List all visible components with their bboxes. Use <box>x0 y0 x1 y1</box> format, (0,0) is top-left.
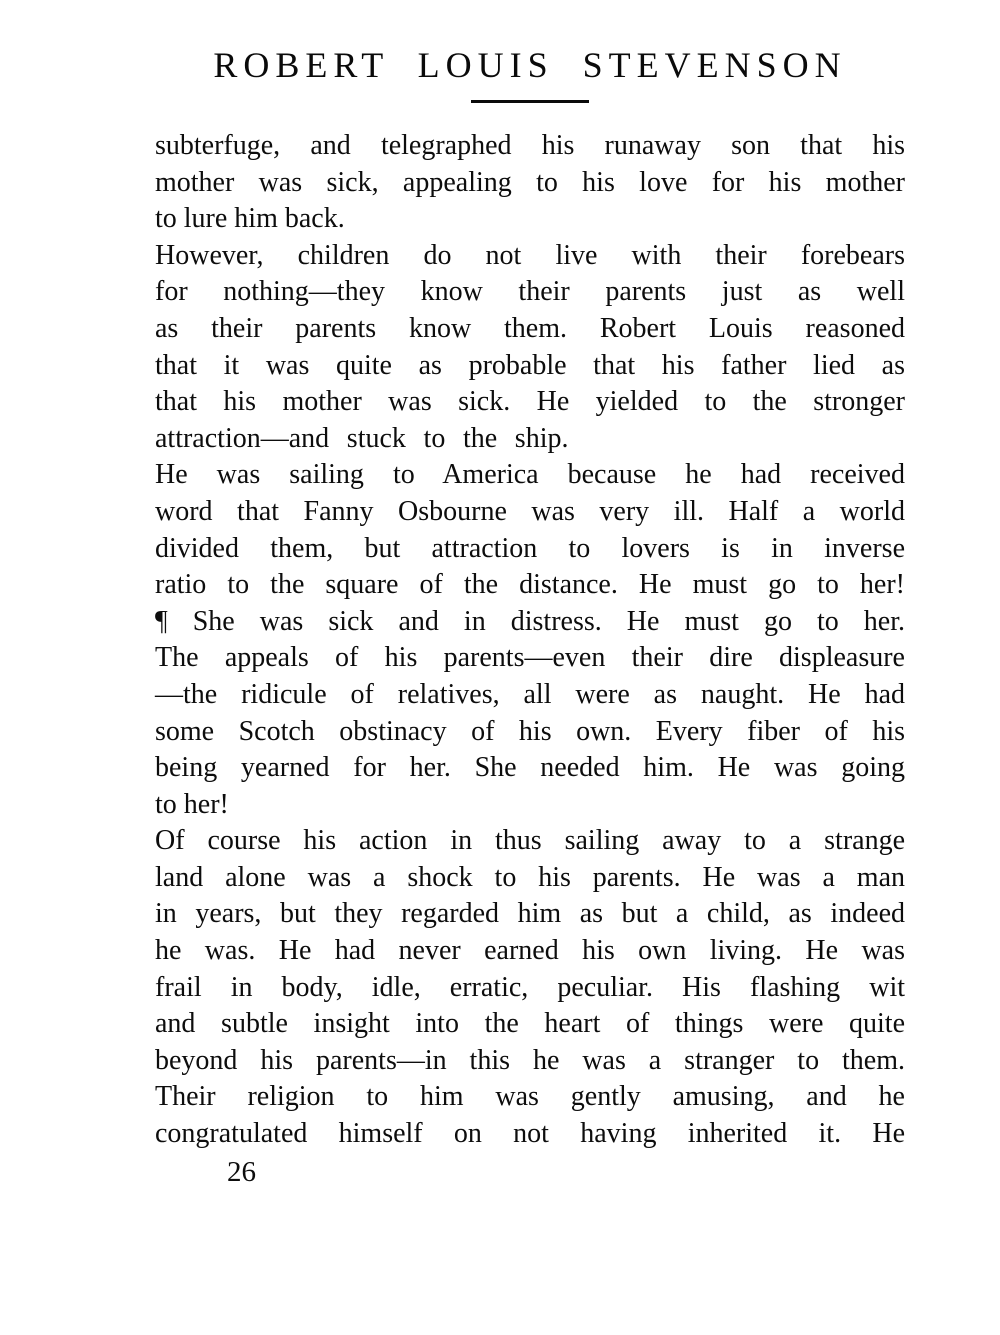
text-line: to lure him back. <box>155 203 345 235</box>
text-line: attraction—and stuck to the ship. <box>155 422 569 454</box>
page-title: ROBERT LOUIS STEVENSON <box>213 45 847 85</box>
text-line: mother was sick, appealing to his love for his mother <box>155 166 905 198</box>
text-line: However, children do not live with their forebears <box>155 239 905 271</box>
body-text <box>155 128 905 1153</box>
text-line: in years, but they regarded him as but a child, as indeed <box>155 898 905 930</box>
page-number: 26 <box>227 1155 256 1188</box>
text-line: congratulated himself on not having inherited it. He <box>155 1118 905 1150</box>
text-line: The appeals of his parents—even their dire displeasure <box>155 642 905 674</box>
text-line: subterfuge, and telegraphed his runaway son that his <box>155 130 905 161</box>
text-line: being yearned for her. She needed him. He was going <box>155 752 905 784</box>
paragraph <box>155 823 905 1152</box>
text-line: to her! <box>155 788 229 820</box>
page-footer <box>155 1154 905 1190</box>
paragraph <box>155 604 905 824</box>
text-line: —the ridicule of relatives, all were as naught. He had <box>155 678 905 710</box>
paragraph <box>155 457 905 603</box>
text-column <box>155 0 905 1190</box>
text-line: frail in body, idle, erratic, peculiar. His flashing wit <box>155 971 905 1003</box>
text-line: he was. He had never earned his own living. He was <box>155 935 905 967</box>
text-line: Of course his action in thus sailing away to a strange <box>155 825 905 857</box>
text-line: that his mother was sick. He yielded to the stronger <box>155 386 905 418</box>
text-line: Their religion to him was gently amusing, and he <box>155 1081 905 1113</box>
text-line: beyond his parents—in this he was a stranger to them. <box>155 1044 905 1076</box>
paragraph <box>155 238 905 458</box>
text-line: as their parents know them. Robert Louis reasoned <box>155 312 905 344</box>
paragraph <box>155 128 905 238</box>
title-rule <box>471 100 589 103</box>
text-line: divided them, but attraction to lovers is in inverse <box>155 532 905 564</box>
text-line: land alone was a shock to his parents. He was a man <box>155 861 905 893</box>
text-line: word that Fanny Osbourne was very ill. Half a world <box>155 495 905 527</box>
text-line: and subtle insight into the heart of things were quite <box>155 1008 905 1040</box>
page-header <box>155 46 905 103</box>
text-line: ¶ She was sick and in distress. He must go to her. <box>155 605 905 637</box>
text-line: for nothing—they know their parents just as well <box>155 276 905 308</box>
text-line: He was sailing to America because he had received <box>155 459 905 491</box>
text-line: ratio to the square of the distance. He must go to her! <box>155 569 905 601</box>
text-line: that it was quite as probable that his father lied as <box>155 349 905 381</box>
text-line: some Scotch obstinacy of his own. Every fiber of his <box>155 715 905 747</box>
